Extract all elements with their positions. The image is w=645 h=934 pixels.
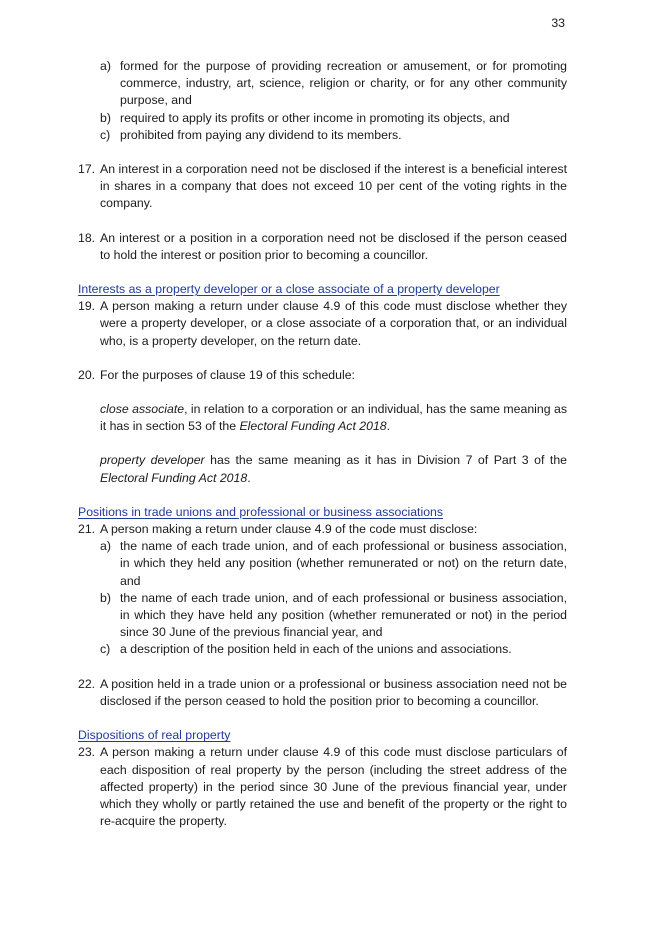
list-item-label: a) [100,59,111,73]
definition-text: , in relation to a corporation or an individual, has the same meaning as it has in section 53 of the [100,402,568,434]
list-item-label: b) [100,590,111,605]
clause-23 [78,744,567,830]
list-item [78,590,567,642]
definition-end: . [247,470,251,485]
list-item-text: a description of the position held in each of the unions and associations. [120,642,512,657]
list-item-label: c) [100,642,111,657]
definition-term: property developer [100,453,205,468]
clause-text: For the purposes of clause 19 of this schedule: [100,367,355,382]
list-item [78,58,567,110]
clause-22 [78,676,567,710]
document-body [78,58,567,830]
clause-text: An interest or a position in a corporation need not be disclosed if the person ceased to hold the interest or position prior to becoming a councillor. [100,230,567,262]
clause-text: A person making a return under clause 4.9 of this code must disclose whether they were a property developer, or a close associate of a corporation that, or an individual who, is a property developer, on the return date. [100,299,567,348]
act-title: Electoral Funding Act 2018 [239,419,387,434]
clause-number: 19. [78,299,96,314]
list-item-text: required to apply its profits or other income in promoting its objects, and [120,110,510,125]
clause-17 [78,161,567,213]
list-item [78,110,567,127]
clause-text: A position held in a trade union or a professional or business association need not be disclosed if the person ceased to hold the position prior to becoming a councillor. [100,676,567,708]
clause-20 [78,367,567,384]
section-heading-dispositions: Dispositions of real property [78,728,231,743]
list-item [78,641,567,658]
definition-property-developer [78,452,567,486]
clause-text: A person making a return under clause 4.9 of this code must disclose particulars of each disposition of real property by the person (including the street address of the affected property) in the period since 30 June of the previous financial year, under which they wholly or partly retained the use and benefit of the property or the right to re-acquire the property. [100,745,567,829]
list-item-text: the name of each trade union, and of each professional or business association, in which they held any position (whether remunerated or not) on the return date, and [120,539,567,588]
clause-number: 21. [78,522,96,537]
clause-21-sub-list [78,538,567,658]
list-item-label: b) [100,110,111,125]
act-title: Electoral Funding Act 2018 [100,470,248,485]
list-item-label: a) [100,539,111,554]
list-item-text: the name of each trade union, and of each professional or business association, in which they have held any position (whether remunerated or not) in the period since 30 June of the previous financial year, and [120,590,567,640]
clause-number: 17. [78,162,96,177]
clause-18 [78,230,567,264]
clause-text: A person making a return under clause 4.9 of the code must disclose: [100,522,478,537]
clause-text: An interest in a corporation need not be disclosed if the interest is a beneficial interest in shares in a company that does not exceed 10 per cent of the voting rights in the company. [100,162,567,211]
definition-end: . [386,419,391,434]
page-number: 33 [551,16,565,30]
clause-number: 20. [78,367,96,382]
clause-number: 22. [78,676,96,691]
definition-text: has the same meaning as it has in Division 7 of Part 3 of the [204,453,567,468]
list-item [78,127,567,144]
clause-19 [78,298,567,350]
clause-number: 23. [78,745,96,760]
list-item-text: formed for the purpose of providing recreation or amusement, or for promoting commerce, industry, art, science, religion or charity, or for any other community purpose, and [120,59,567,108]
list-item-text: prohibited from paying any dividend to its members. [120,127,402,142]
section-heading-trade-unions: Positions in trade unions and professional or business associations [78,504,444,519]
section-heading-property-developer: Interests as a property developer or a close associate of a property developer [78,282,500,297]
definition-close-associate [78,401,567,435]
clause-21 [78,521,567,538]
sub-list-continued [78,58,567,144]
definition-term: close associate [100,402,185,417]
list-item [78,538,567,590]
list-item-label: c) [100,127,111,142]
clause-number: 18. [78,230,96,245]
